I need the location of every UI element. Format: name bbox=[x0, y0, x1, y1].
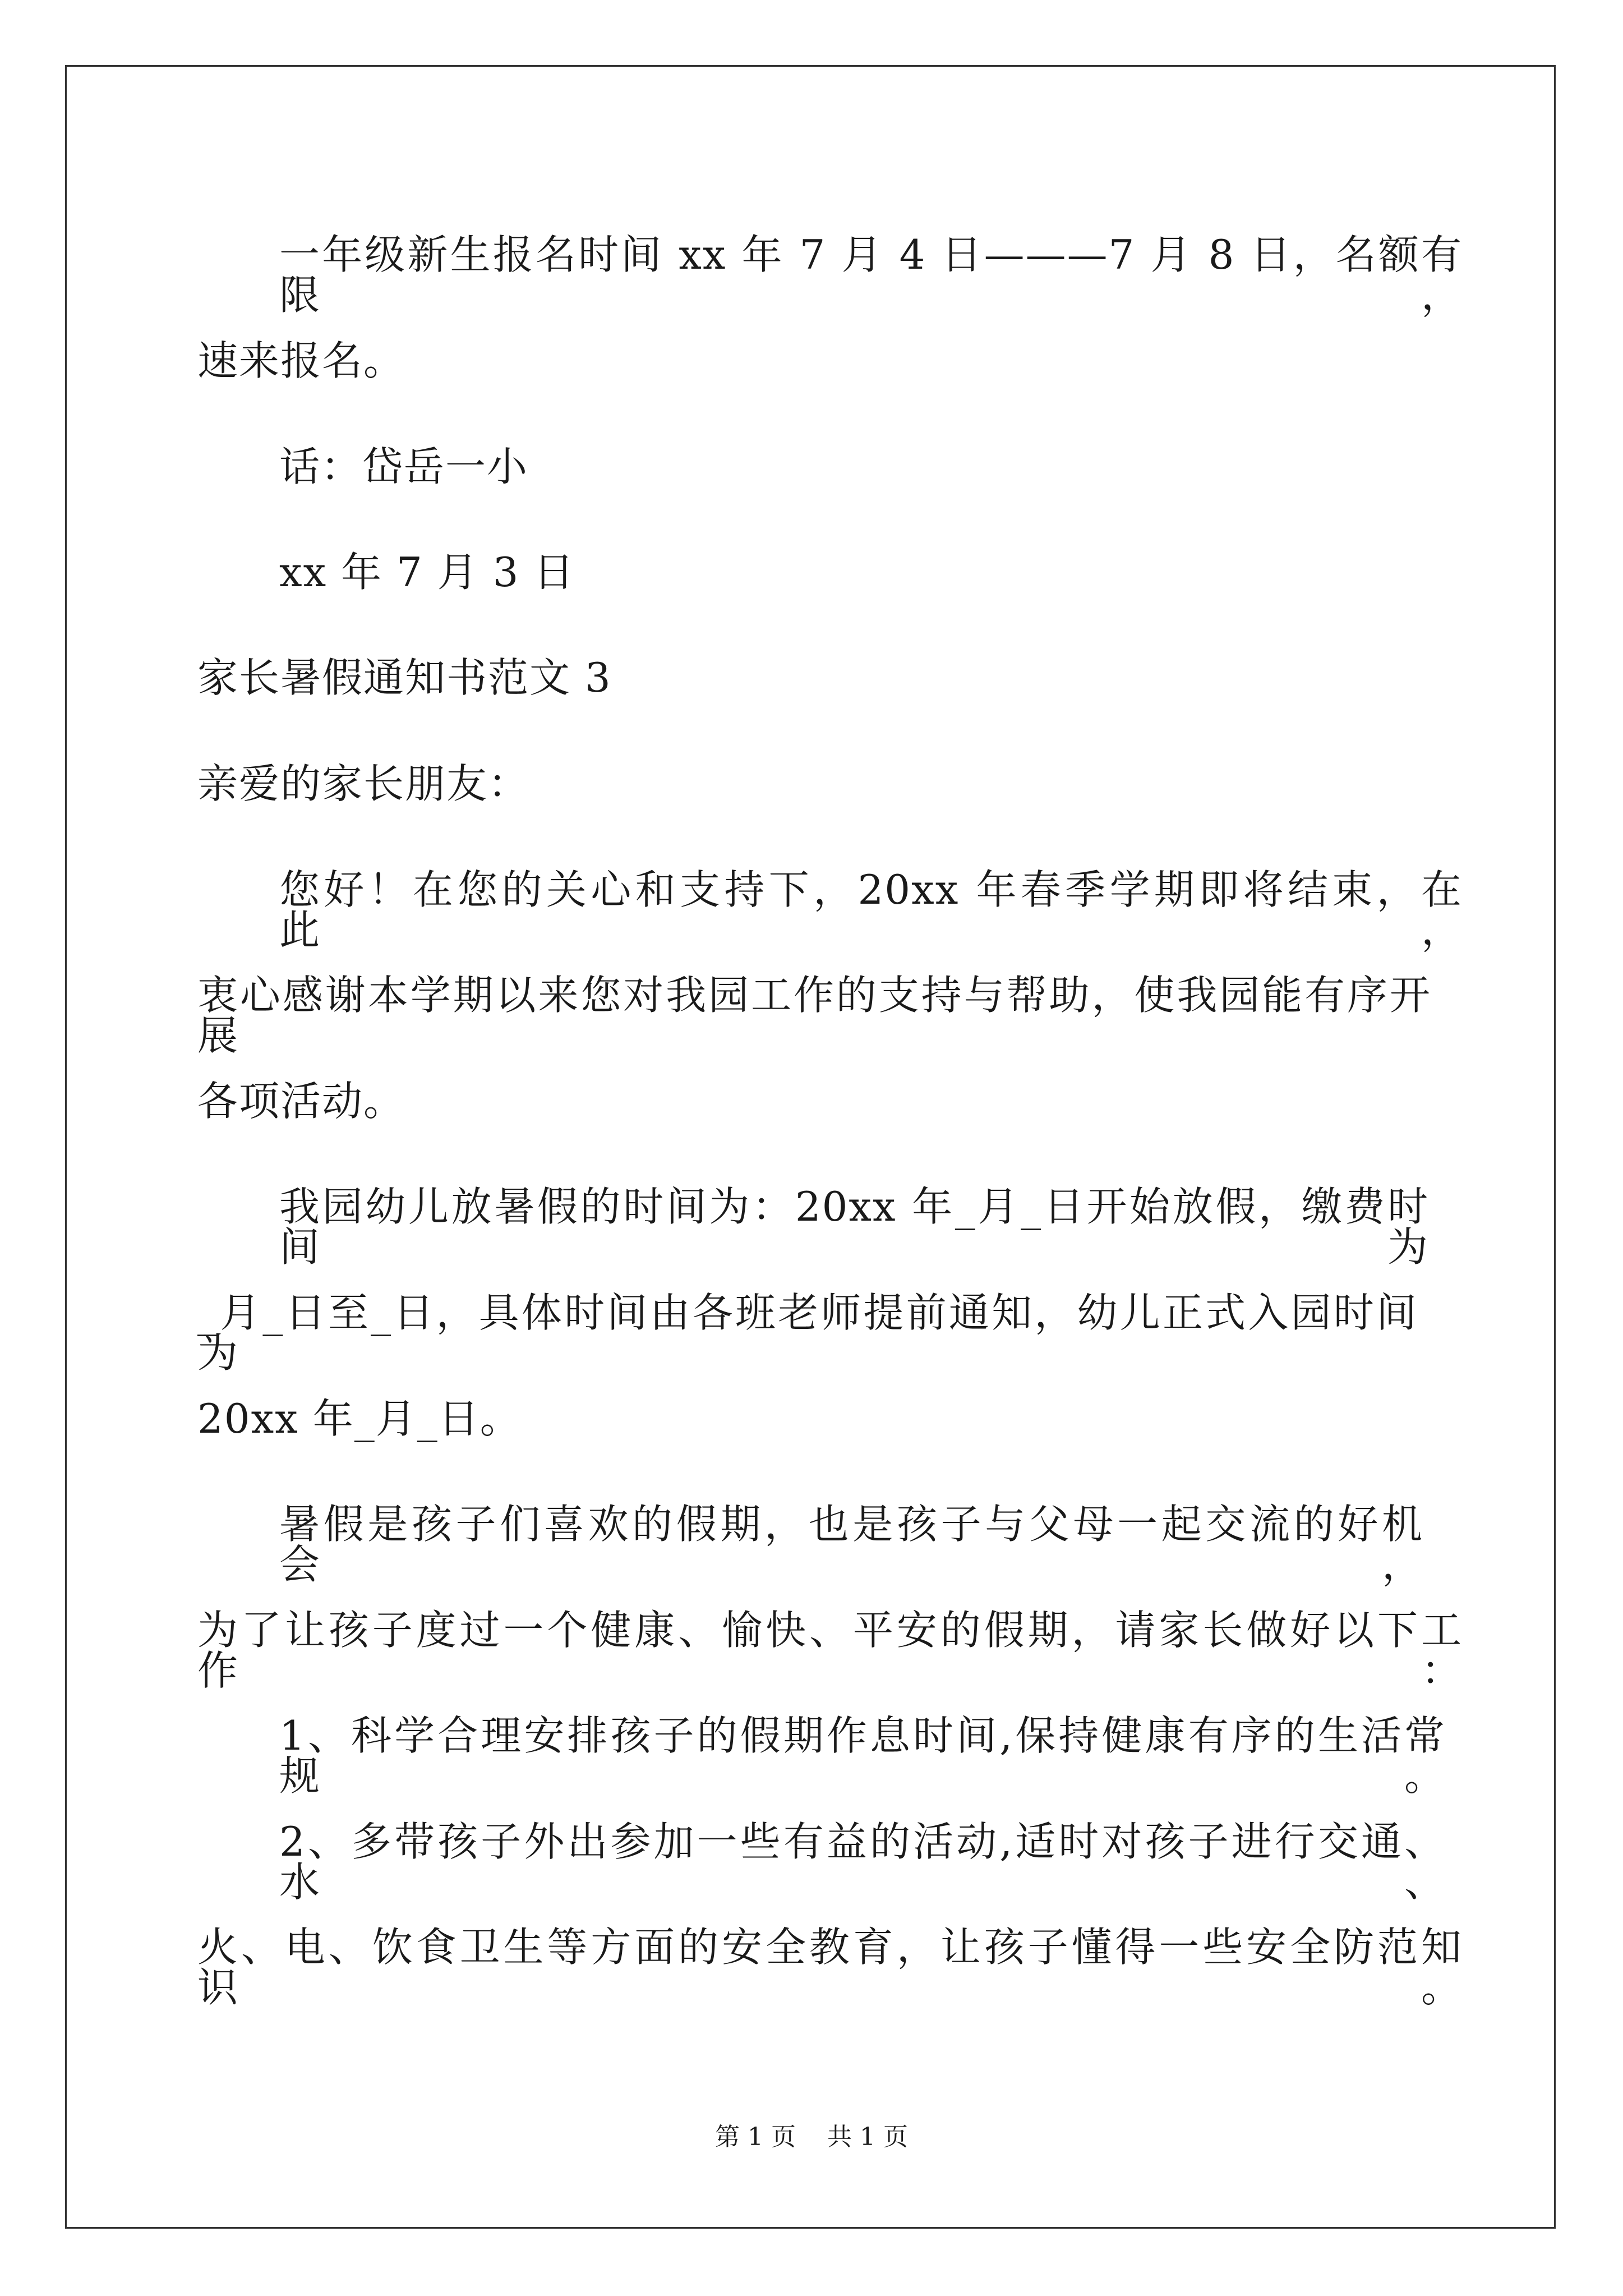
paragraph-line: 火、电、饮食卫生等方面的安全教育，让孩子懂得一些安全防范知识。 bbox=[197, 1924, 1463, 2011]
paragraph-line: 各项活动。 bbox=[197, 1078, 405, 1125]
paragraph-line: 一年级新生报名时间 xx 年 7 月 4 日———7 月 8 日，名额有限， bbox=[279, 231, 1463, 319]
paragraph-line: 暑假是孩子们喜欢的假期，也是孩子与父母一起交流的好机会， bbox=[279, 1501, 1423, 1588]
paragraph-line: 您好！在您的关心和支持下，20xx 年春季学期即将结束，在此， bbox=[279, 866, 1463, 954]
paragraph-line: 速来报名。 bbox=[197, 337, 405, 384]
section-heading: 家长暑假通知书范文 3 bbox=[197, 654, 612, 701]
page-total: 共 1 页 bbox=[827, 2123, 908, 2151]
date-line: xx 年 7 月 3 日 bbox=[279, 549, 575, 596]
paragraph-line: 20xx 年_月_日。 bbox=[197, 1395, 522, 1442]
paragraph-line: 话：岱岳一小 bbox=[279, 443, 529, 490]
page-number: 第 1 页 bbox=[715, 2123, 796, 2151]
paragraph-line: 衷心感谢本学期以来您对我园工作的支持与帮助，使我园能有序开展 bbox=[197, 972, 1431, 1059]
salutation: 亲爱的家长朋友： bbox=[197, 760, 530, 807]
list-item: 2、多带孩子外出参加一些有益的活动,适时对孩子进行交通、水、 bbox=[279, 1818, 1446, 1906]
paragraph-line: _月_日至_日，具体时间由各班老师提前通知，幼儿正式入园时间为 bbox=[197, 1289, 1418, 1377]
list-item: 1、科学合理安排孩子的假期作息时间,保持健康有序的生活常规。 bbox=[279, 1712, 1446, 1800]
paragraph-line: 为了让孩子度过一个健康、愉快、平安的假期，请家长做好以下工作： bbox=[197, 1607, 1463, 1694]
page-footer bbox=[0, 2125, 1623, 2150]
paragraph-line: 我园幼儿放暑假的时间为：20xx 年_月_日开始放假，缴费时间为 bbox=[279, 1183, 1429, 1271]
